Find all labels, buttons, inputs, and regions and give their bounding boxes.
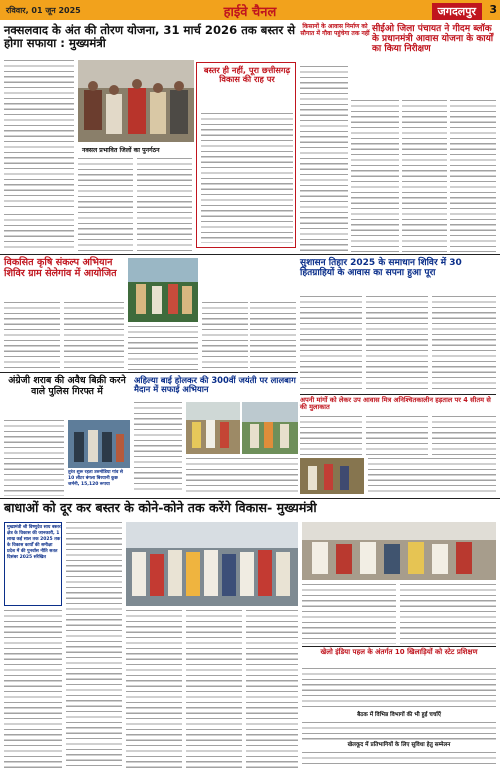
body-badhaon-col4	[186, 610, 242, 768]
body-sushasan-col1	[300, 296, 362, 392]
ahilya-photo-1	[186, 402, 240, 454]
newspaper-name: हाईवे चैनल	[223, 5, 277, 20]
body-awas-col4	[450, 100, 496, 252]
body-bastar-box	[201, 113, 293, 243]
body-naxal-col1b	[4, 214, 74, 252]
edition-city: जगदलपुर	[432, 3, 482, 20]
side-note-text: मुख्यमंत्री श्री विष्णुदेव साय बस्तर क्षेत्र के विकास की जानकारी, 1 लाख कई साल तक 2025 तक के विकास कार्यों की समीक्षा प्रदेश में की पुनर्वास नीति सतत दिसंबर 2025 संरेखित	[7, 525, 61, 560]
ahilya-photo-2	[242, 402, 298, 454]
naxal-meeting-photo	[78, 60, 194, 142]
body-sushasan-col2	[366, 296, 428, 392]
body-khelo	[302, 668, 496, 708]
sharab-photo	[68, 420, 130, 468]
body-badhaon-col5	[246, 610, 298, 768]
body-badhaon-col2	[66, 522, 122, 768]
page-header	[0, 0, 500, 20]
issue-date: रविवार, 01 जून 2025	[6, 6, 81, 15]
body-badhaon-col7	[400, 584, 496, 644]
page-number: 3	[489, 3, 497, 16]
body-ahilya-col2	[186, 458, 298, 494]
body-awas-col3	[402, 100, 447, 252]
divider-top	[0, 254, 500, 255]
caption-sharab: तुरंत शुरू रहता उरुमोडिया गांव से 10 लीटर बंगला बिरयानी कुछ जर्मनी, 15,120 रूपया	[68, 470, 123, 487]
subhead-khelo-2: खेलकूद में प्रतिभागियों के लिए सुविधा हेतु सम्मेलन	[347, 742, 451, 748]
divider-mid	[0, 372, 298, 373]
apni-photo	[300, 458, 364, 494]
body-krishi-col1	[4, 302, 60, 370]
krishi-photo	[128, 258, 198, 322]
badhaon-photo-right	[302, 522, 496, 580]
headline-apni: अपनी मांगों को लेकर उप आवास मित्र अनिश्चितकालीन हड़ताल पर 4 सीतम से की मुलाकात	[300, 396, 491, 412]
headline-sushasan: सुशासन तिहार 2025 के समाधान शिविर में 30 हितग्राहियों के आवास का सपना हुआ पूरा	[300, 258, 462, 279]
headline-sharab: अंग्रेजी शराब की अवैध बिक्री करने वाले पुलिस गिरफ्त में	[8, 375, 126, 397]
body-badhaon-col1	[4, 610, 62, 768]
divider-badhaon	[0, 498, 500, 499]
headline-naxal: नक्सलवाद के अंत की तोरण योजना, 31 मार्च 2026 तक बस्तर से होगा सफाया : मुख्यमंत्री	[4, 23, 296, 50]
body-apni-col2	[366, 416, 428, 456]
body-krishi-col3	[128, 326, 198, 370]
body-naxal-col3	[137, 158, 192, 252]
headline-krishi: विकसित कृषि संकल्प अभियान शिविर ग्राम सेलेगांव में आयोजित	[4, 257, 117, 279]
body-khelo-3	[302, 752, 496, 768]
body-ahilya-col1	[134, 402, 182, 494]
body-naxal-col2	[78, 158, 133, 252]
caption-naxal-districts: नक्सल प्रभावित जिलों का पुनर्गठन	[82, 147, 160, 154]
body-naxal-col1	[4, 60, 74, 210]
body-apni-col3	[432, 416, 496, 456]
body-vidhik-col2	[250, 302, 296, 370]
headline-ahilya: अहिल्या बाई होलकर की 300वीं जयंती पर लालबाग मैदान में सफाई अभियान	[134, 375, 296, 395]
divider-apni	[300, 394, 496, 395]
body-awas-col1	[300, 66, 348, 252]
body-sushasan-col3	[432, 296, 496, 392]
body-badhaon-col3	[126, 610, 182, 768]
headline-bastar-box: बस्तर ही नहीं, पूरा छत्तीसगढ़ विकास की राह पर	[203, 65, 291, 85]
body-krishi-col2	[64, 302, 124, 370]
body-vidhik-col1	[202, 302, 248, 370]
badhaon-photo-main	[126, 522, 298, 606]
body-sharab	[4, 420, 64, 496]
body-khelo-2	[302, 722, 496, 740]
body-apni-col4	[368, 458, 496, 494]
headline-badhaon: बाधाओं को दूर कर बस्तर के कोने-कोने तक करेंगे विकास- मुख्यमंत्री	[4, 500, 317, 515]
bastar-box	[196, 62, 296, 248]
side-note-box	[4, 522, 62, 606]
body-apni-col1	[300, 416, 362, 456]
body-badhaon-col6	[302, 584, 396, 644]
headline-awas-sougat: किसानों के आवास निर्माण को सौगात में गौवा पहुंचेगा तक नहीं	[300, 23, 370, 37]
headline-khelo: खेलो इंडिया पहल के अंतर्गत 10 खिलाड़ियों को स्टेट प्रशिक्षण	[320, 648, 478, 656]
headline-pm-awas: सीईओ जिला पंचायत ने गीदम ब्लॉक के प्रधानमंत्री आवास योजना के कार्यों का किया निरीक्षण	[372, 24, 494, 55]
subhead-khelo-1: बैठक में विभिन्न विभागों की भी हुई चर्चाएँ	[357, 712, 441, 718]
body-awas-col2	[351, 100, 399, 252]
divider-khelo	[302, 646, 496, 647]
